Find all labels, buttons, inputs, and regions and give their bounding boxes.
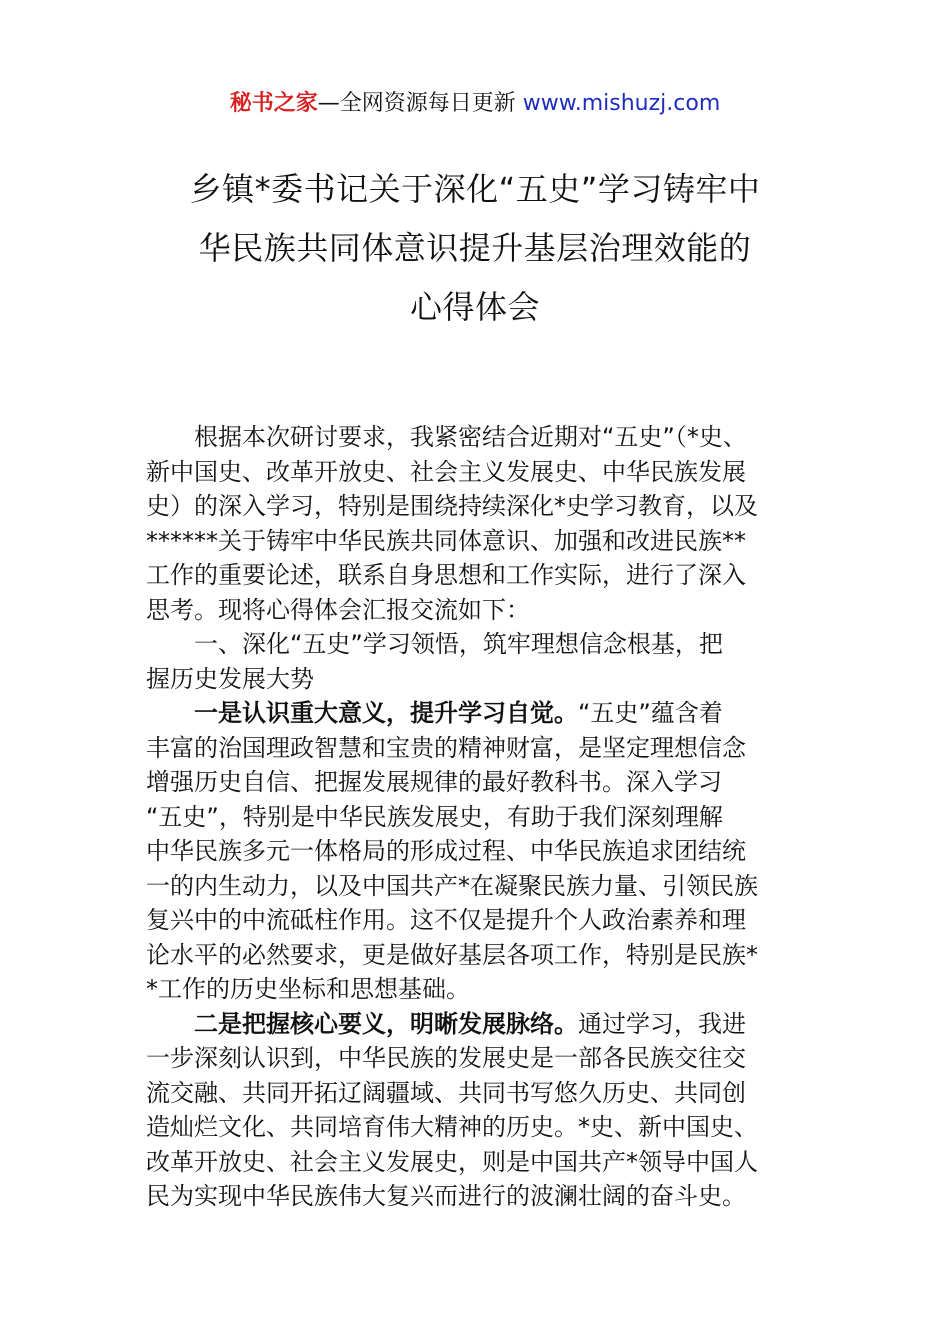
intro-paragraph bbox=[146, 420, 810, 627]
point-1-lead: “五史”蕴含着 bbox=[578, 699, 723, 727]
text-line: *工作的历史坐标和思想基础。 bbox=[146, 975, 470, 1003]
text-line: 中华民族多元一体格局的形成过程、中华民族追求团结统 bbox=[146, 837, 746, 865]
text-line: 一步深刻认识到，中华民族的发展史是一部各民族交往交 bbox=[146, 1044, 746, 1072]
text-line: “五史”，特别是中华民族发展史，有助于我们深刻理解 bbox=[146, 802, 723, 831]
site-header bbox=[0, 88, 950, 120]
text-line: 复兴中的中流砥柱作用。这不仅是提升个人政治素养和理 bbox=[146, 906, 746, 934]
text-line: 论水平的必然要求，更是做好基层各项工作，特别是民族* bbox=[146, 940, 758, 969]
brand-name: 秘书之家 bbox=[229, 91, 318, 116]
text-line: 流交融、共同开拓辽阔疆域、共同书写悠久历史、共同创 bbox=[146, 1078, 746, 1107]
text-line: 一的内生动力，以及中国共产*在凝聚民族力量、引领民族 bbox=[146, 871, 758, 900]
text-line: 史）的深入学习，特别是围绕持续深化*史学习教育，以及 bbox=[146, 492, 758, 520]
site-url-link[interactable]: www.mishuzj.com bbox=[522, 91, 721, 116]
text-line: ******关于铸牢中华民族共同体意识、加强和改进民族** bbox=[146, 526, 746, 555]
section-heading-1 bbox=[146, 627, 810, 696]
point-1-heading: 一是认识重大意义，提升学习自觉。 bbox=[194, 699, 578, 727]
text-line: 工作的重要论述，联系自身思想和工作实际，进行了深入 bbox=[146, 561, 746, 589]
paragraph-point-1 bbox=[146, 696, 810, 1007]
text-line: 民为实现中华民族伟大复兴而进行的波澜壮阔的奋斗史。 bbox=[146, 1182, 746, 1210]
title-line-3: 心得体会 bbox=[409, 288, 540, 326]
title-line-1: 乡镇*委书记关于深化“五史”学习铸牢中 bbox=[189, 170, 761, 208]
text-line: 增强历史自信、把握发展规律的最好教科书。深入学习 bbox=[146, 768, 722, 796]
title-line-2: 华民族共同体意识提升基层治理效能的 bbox=[198, 229, 752, 267]
text-line: 改革开放史、社会主义发展史，则是中国共产*领导中国人 bbox=[146, 1147, 758, 1176]
text-line: 思考。现将心得体会汇报交流如下： bbox=[146, 595, 530, 624]
text-line bbox=[146, 1007, 810, 1042]
text-line: 造灿烂文化、共同培育伟大精神的历史。*史、新中国史、 bbox=[146, 1113, 758, 1141]
text-line: 握历史发展大势 bbox=[146, 664, 314, 693]
point-2-lead: 通过学习，我进 bbox=[578, 1009, 746, 1038]
header-tagline: —全网资源每日更新 bbox=[317, 91, 516, 116]
text-line: 新中国史、改革开放史、社会主义发展史、中华民族发展 bbox=[146, 457, 746, 486]
text-line bbox=[146, 696, 810, 731]
document-body bbox=[146, 420, 810, 1214]
paragraph-point-2 bbox=[146, 1007, 810, 1214]
point-2-heading: 二是把握核心要义，明晰发展脉络。 bbox=[194, 1009, 578, 1038]
text-line: 一、深化“五史”学习领悟，筑牢理想信念根基，把 bbox=[194, 630, 723, 658]
document-title bbox=[100, 160, 850, 337]
text-line: 根据本次研讨要求，我紧密结合近期对“五史”（*史、 bbox=[194, 423, 747, 451]
text-line: 丰富的治国理政智慧和宝贵的精神财富，是坚定理想信念 bbox=[146, 733, 746, 762]
